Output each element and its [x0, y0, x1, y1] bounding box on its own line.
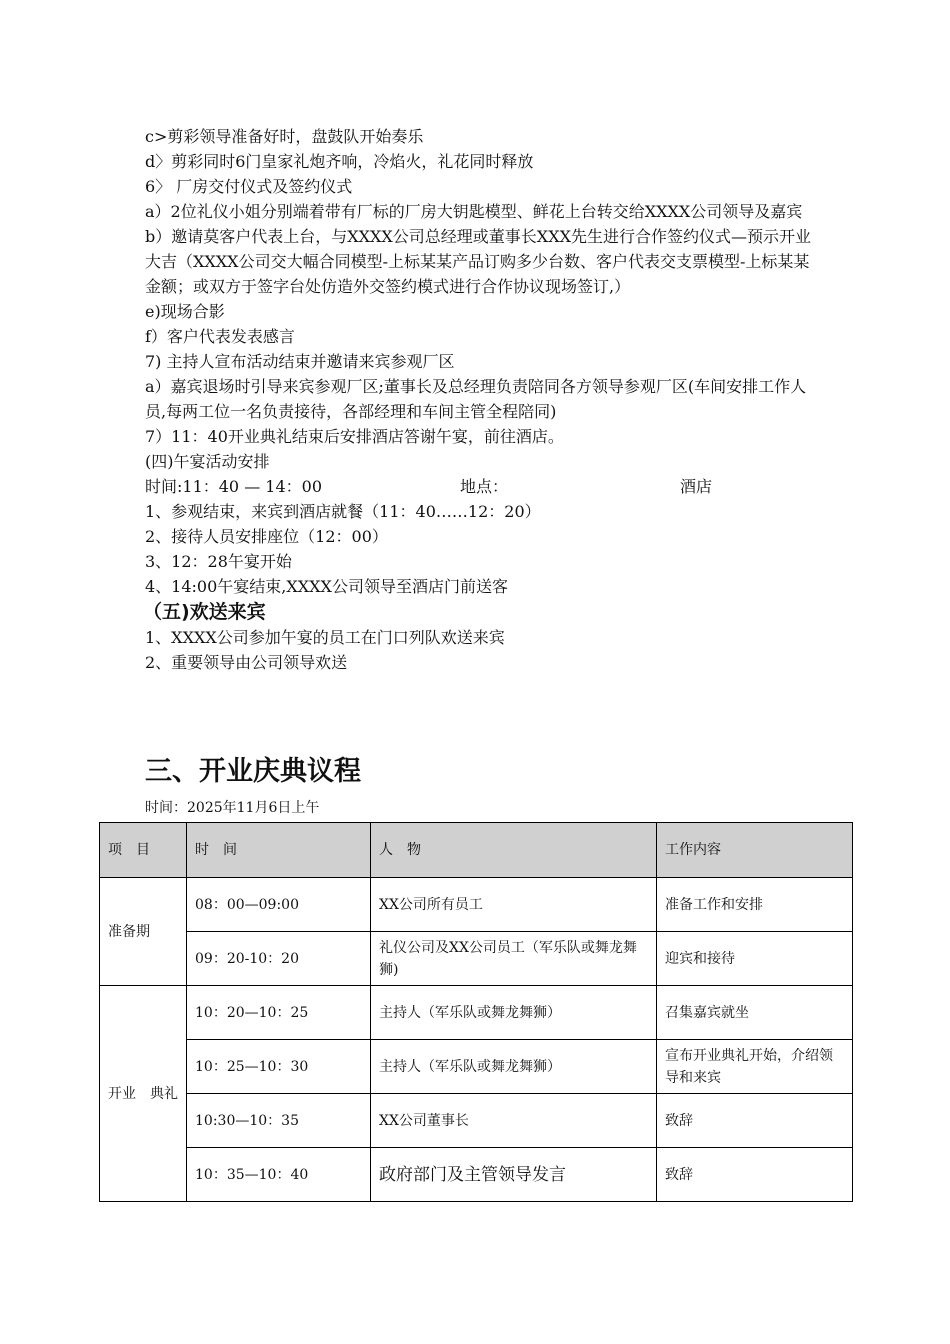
body-line: c>剪彩领导准备好时，盘鼓队开始奏乐 [145, 127, 424, 146]
body-line: (四)午宴活动安排 [145, 452, 270, 471]
table-row [100, 1148, 853, 1202]
lunch-time-row [145, 474, 825, 499]
lunch-line: 2、接待人员安排座位（12：00） [145, 527, 388, 546]
time-cell: 09：20-10：20 [187, 932, 371, 986]
table-header-row [100, 823, 853, 878]
document-body [145, 124, 825, 675]
header-cell: 人 物 [371, 823, 657, 878]
table-row [100, 878, 853, 932]
person-cell: 主持人（军乐队或舞龙舞狮） [371, 1040, 657, 1094]
body-line: b）邀请莫客户代表上台，与XXXX公司总经理或董事长XXX先生进行合作签约仪式—预示开业大吉（XXXX公司交大幅合同模型-上标某某产品订购多少台数、客户代表交支票模型-上标某某金额；或双方于签字台处仿造外交签约模式进行合作协议现场签订,） [145, 227, 811, 296]
header-cell: 工作内容 [657, 823, 853, 878]
time-cell: 10：20—10：25 [187, 986, 371, 1040]
person-cell: 政府部门及主管领导发言 [371, 1148, 657, 1202]
task-cell: 致辞 [657, 1094, 853, 1148]
table-row [100, 986, 853, 1040]
person-cell: XX公司董事长 [371, 1094, 657, 1148]
time-cell: 08：00—09:00 [187, 878, 371, 932]
lunch-place-label: 地点： [460, 477, 509, 496]
table-row [100, 1040, 853, 1094]
body-line: 6〉 厂房交付仪式及签约仪式 [145, 177, 353, 196]
phase-cell: 开业 典礼 [100, 986, 187, 1202]
task-cell: 宣布开业典礼开始，介绍领导和来宾 [657, 1040, 853, 1094]
body-line: f）客户代表发表感言 [145, 327, 295, 346]
person-cell: XX公司所有员工 [371, 878, 657, 932]
agenda-table [99, 822, 853, 1202]
lunch-line: 4、14:00午宴结束,XXXX公司领导至酒店门前送客 [145, 577, 508, 596]
farewell-heading: （五)欢送来宾 [143, 601, 266, 623]
lunch-place: 酒店 [680, 477, 713, 496]
time-cell: 10：25—10：30 [187, 1040, 371, 1094]
farewell-line: 2、重要领导由公司领导欢送 [145, 653, 348, 672]
lunch-line: 3、12：28午宴开始 [145, 552, 292, 571]
table-row [100, 932, 853, 986]
lunch-line: 1、参观结束，来宾到酒店就餐（11：40……12：20） [145, 502, 541, 521]
task-cell: 迎宾和接待 [657, 932, 853, 986]
phase-cell: 准备期 [100, 878, 187, 986]
body-line: d〉剪彩同时6门皇家礼炮齐响，冷焰火，礼花同时释放 [145, 152, 534, 171]
task-cell: 致辞 [657, 1148, 853, 1202]
task-cell: 召集嘉宾就坐 [657, 986, 853, 1040]
table-row [100, 1094, 853, 1148]
body-line: a）2位礼仪小姐分别端着带有厂标的厂房大钥匙模型、鲜花上台转交给XXXX公司领导及嘉宾 [145, 202, 803, 221]
farewell-line: 1、XXXX公司参加午宴的员工在门口列队欢送来宾 [145, 628, 505, 647]
header-cell: 时 间 [187, 823, 371, 878]
section-title: 三、开业庆典议程 [145, 756, 361, 787]
body-line: 7）11：40开业典礼结束后安排酒店答谢午宴，前往酒店。 [145, 427, 564, 446]
body-line: e)现场合影 [145, 302, 225, 321]
person-cell: 主持人（军乐队或舞龙舞狮） [371, 986, 657, 1040]
time-cell: 10:30—10：35 [187, 1094, 371, 1148]
time-cell: 10：35—10：40 [187, 1148, 371, 1202]
body-line: a）嘉宾退场时引导来宾参观厂区;董事长及总经理负责陪同各方领导参观厂区(车间安排工作人员,每两工位一名负责接待，各部经理和车间主管全程陪同) [145, 377, 807, 421]
lunch-time: 时间:11：40 — 14：00 [145, 477, 323, 496]
header-cell: 项 目 [100, 823, 187, 878]
person-cell: 礼仪公司及XX公司员工（军乐队或舞龙舞狮) [371, 932, 657, 986]
task-cell: 准备工作和安排 [657, 878, 853, 932]
body-line: 7) 主持人宣布活动结束并邀请来宾参观厂区 [145, 352, 455, 371]
agenda-time: 时间：2025年11月6日上午 [145, 800, 320, 816]
